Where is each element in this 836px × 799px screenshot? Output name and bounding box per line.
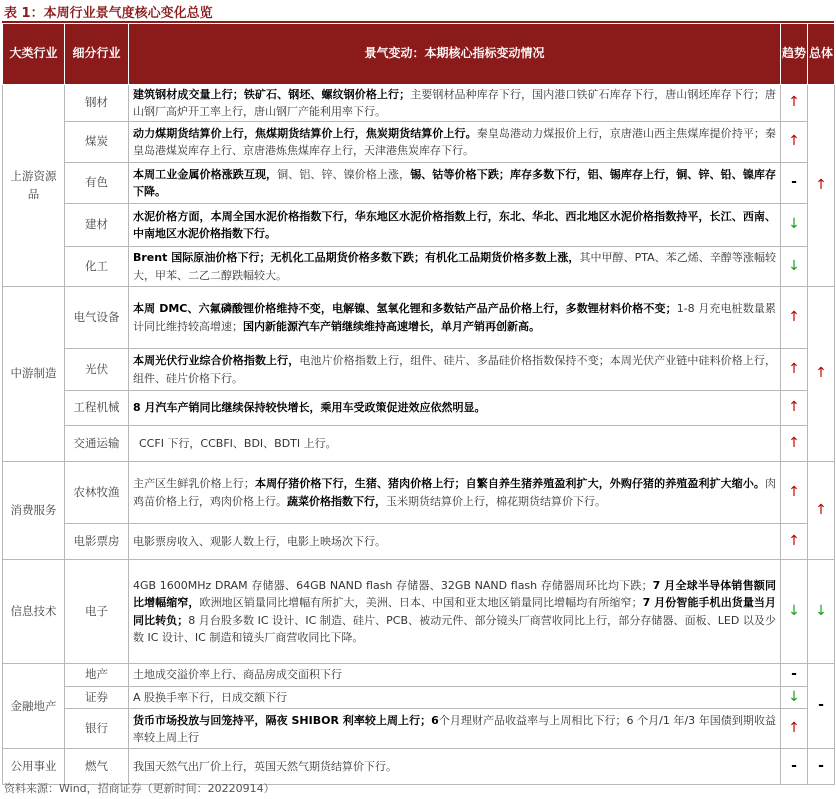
table-row [3,287,835,349]
sub-building-materials: 建材 [65,204,129,247]
desc-electronics: 4GB 1600MHz DRAM 存储器、64GB NAND flash 存储器、32GB NAND flash 存储器周环比均下跌；7 月全球半导体销售额同比增幅缩窄，欧洲地区销量同比增幅有所扩大，美洲、日本、中国和亚太地区销量同比增幅均有所缩窄；7 月份智能手机出货量当月同比转负；8 月台股多数 IC 设计、IC 制造、硅片、PCB、被动元件、部分镜头厂商营收同比上行，部分存储器、面板、LED 以及少数 IC 设计、IC 制造和镜头厂商营收同比下降。 [129,560,781,664]
desc-photovoltaic: 本周光伏行业综合价格指数上行，电池片价格指数上行，组件、硅片、多晶硅价格指数保持不变；本周光伏产业链中硅料价格上行，组件、硅片价格下行。 [129,349,781,391]
table-row [3,426,835,462]
trend-photovoltaic: ↑ [781,349,808,391]
trend-chemicals: ↓ [781,247,808,287]
header-sub: 细分行业 [65,24,129,85]
table-row [3,391,835,426]
trend-transportation: ↑ [781,426,808,462]
trend-gas: - [781,749,808,785]
sub-transportation: 交通运输 [65,426,129,462]
header-major: 大类行业 [3,24,65,85]
sub-steel: 钢材 [65,85,129,122]
table-title: 表 1：本周行业景气度核心变化总览 [4,6,213,21]
overall-upstream: ↑ [808,85,835,287]
desc-agriculture: 主产区生鲜乳价格上行；本周仔猪价格下行，生猪、猪肉价格上行；自繁自养生猪养殖盈利扩大，外购仔猪的养殖盈利扩大缩小。肉鸡苗价格上行，鸡肉价格上行。蔬菜价格指数下行，玉米期货结算价上行，棉花期货结算价下行。 [129,462,781,524]
sub-agriculture: 农林牧渔 [65,462,129,524]
sub-box-office: 电影票房 [65,524,129,560]
desc-securities: A 股换手率下行，日成交额下行 [129,686,781,709]
overall-midstream: ↑ [808,287,835,462]
table-row [3,85,835,122]
trend-construction-machinery: ↑ [781,391,808,426]
table-row [3,122,835,163]
overall-utilities: - [808,749,835,785]
header-desc: 景气变动：本期核心指标变动情况 [129,24,781,85]
table-row [3,686,835,709]
sub-securities: 证券 [65,686,129,709]
table-row [3,462,835,524]
major-it: 信息技术 [3,560,65,664]
trend-box-office: ↑ [781,524,808,560]
industry-table [2,23,835,785]
table-row [3,664,835,687]
sub-gas: 燃气 [65,749,129,785]
desc-box-office: 电影票房收入、观影人数上行，电影上映场次下行。 [129,524,781,560]
desc-nonferrous: 本周工业金属价格涨跌互现，铜、铝、锌、镍价格上涨，锡、钴等价格下跌；库存多数下行，铝、锡库存上行，铜、锌、铅、镍库存下降。 [129,163,781,204]
table-row [3,204,835,247]
major-upstream: 上游资源品 [3,85,65,287]
desc-construction-machinery: 8 月汽车产销同比继续保持较快增长，乘用车受政策促进效应依然明显。 [129,391,781,426]
overall-consumer: ↑ [808,462,835,560]
major-utilities: 公用事业 [3,749,65,785]
desc-chemicals: Brent 国际原油价格下行；无机化工品期货价格多数下跌；有机化工品期货价格多数上涨，其中甲醇、PTA、苯乙烯、辛醇等涨幅较大，甲苯、二乙二醇跌幅较大。 [129,247,781,287]
trend-nonferrous: - [781,163,808,204]
sub-construction-machinery: 工程机械 [65,391,129,426]
table-row [3,349,835,391]
major-midstream: 中游制造 [3,287,65,462]
sub-electronics: 电子 [65,560,129,664]
trend-banking: ↑ [781,709,808,749]
trend-electronics: ↓ [781,560,808,664]
trend-securities: ↓ [781,686,808,709]
trend-steel: ↑ [781,85,808,122]
overall-it: ↓ [808,560,835,664]
desc-transportation: CCFI 下行，CCBFI、BDI、BDTI 上行。 [129,426,781,462]
table-row [3,560,835,664]
trend-building-materials: ↓ [781,204,808,247]
major-consumer: 消费服务 [3,462,65,560]
major-finance: 金融地产 [3,664,65,749]
trend-coal: ↑ [781,122,808,163]
header-row [3,24,835,85]
desc-real-estate: 土地成交溢价率上行、商品房成交面积下行 [129,664,781,687]
trend-real-estate: - [781,664,808,687]
desc-electrical-equipment: 本周 DMC、六氟磷酸锂价格维持不变，电解镍、氢氧化锂和多数钴产品产品价格上行，多数锂材料价格不变；1-8 月充电桩数量累计同比维持较高增速；国内新能源汽车产销继续维持高速增长，单月产销再创新高。 [129,287,781,349]
table-row [3,709,835,749]
table-row [3,247,835,287]
sub-real-estate: 地产 [65,664,129,687]
header-trend: 趋势 [781,24,808,85]
desc-building-materials: 水泥价格方面，本周全国水泥价格指数下行，华东地区水泥价格指数上行，东北、华北、西北地区水泥价格指数持平，长江、西南、中南地区水泥价格指数下行。 [129,204,781,247]
desc-banking: 货币市场投放与回笼持平，隔夜 SHIBOR 利率较上周上行；6个月理财产品收益率与上周相比下行；6 个月/1 年/3 年国债到期收益率较上周上行 [129,709,781,749]
sub-chemicals: 化工 [65,247,129,287]
overall-finance: - [808,664,835,749]
desc-steel: 建筑钢材成交量上行；铁矿石、钢坯、螺纹钢价格上行；主要钢材品种库存下行，国内港口铁矿石库存下行，唐山钢坯库存下行；唐山钢厂高炉开工率上行，唐山钢厂产能利用率下行。 [129,85,781,122]
trend-agriculture: ↑ [781,462,808,524]
desc-coal: 动力煤期货结算价上行，焦煤期货结算价上行，焦炭期货结算价上行。秦皇岛港动力煤报价上行，京唐港山西主焦煤库提价持平；秦皇岛港煤炭库存上行、京唐港炼焦煤库存上行，天津港焦炭库存下行。 [129,122,781,163]
table-row [3,524,835,560]
header-overall: 总体 [808,24,835,85]
sub-photovoltaic: 光伏 [65,349,129,391]
sub-nonferrous: 有色 [65,163,129,204]
table-row [3,163,835,204]
desc-gas: 我国天然气出厂价上行，英国天然气期货结算价下行。 [129,749,781,785]
trend-electrical-equipment: ↑ [781,287,808,349]
sub-electrical-equipment: 电气设备 [65,287,129,349]
sub-coal: 煤炭 [65,122,129,163]
source-note: 资料来源：Wind，招商证券（更新时间：20220914） [4,782,275,795]
sub-banking: 银行 [65,709,129,749]
